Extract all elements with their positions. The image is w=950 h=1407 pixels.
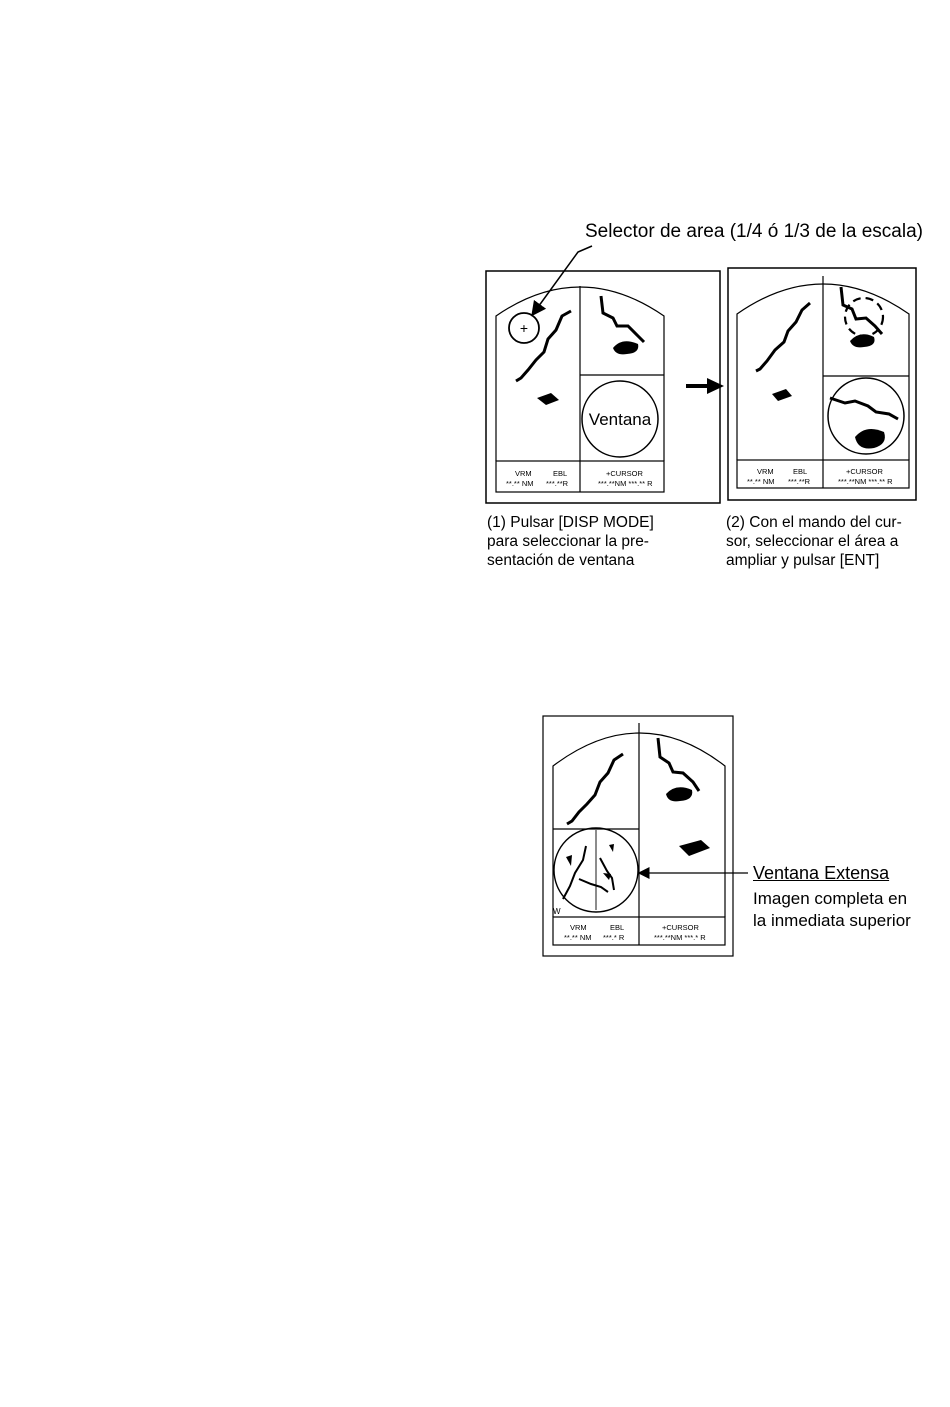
vrm-label: VRM: [515, 469, 532, 478]
vrm-value: **.** NM: [564, 933, 592, 942]
ebl-label: EBL: [793, 467, 808, 476]
wide-window-description: Imagen completa en la inmediata superior: [753, 889, 911, 930]
mini-coastline-echo: [563, 846, 586, 899]
coastline-echo: [601, 296, 644, 342]
cursor-value: ***.**NM ***.** R: [838, 477, 893, 486]
cursor-label: +CURSOR: [846, 467, 883, 476]
window-label: Ventana: [588, 410, 652, 429]
cursor-value: ***.**NM ***.* R: [654, 933, 706, 942]
coastline-echo: [756, 303, 810, 371]
ebl-value: ***.**R: [546, 479, 569, 488]
step-arrow-icon: [686, 378, 724, 394]
mini-target-echo: [609, 844, 614, 852]
wide-window-title: Ventana Extensa: [753, 863, 890, 883]
target-echo: [666, 787, 692, 801]
zoomed-coastline-echo: [830, 398, 898, 419]
radar-panel-1: [486, 271, 720, 503]
ebl-value: ***.**R: [788, 477, 811, 486]
radar-panel-3: [543, 716, 733, 956]
mini-target-echo: [603, 873, 611, 880]
ebl-label: EBL: [610, 923, 625, 932]
mini-coastline-echo: [579, 879, 608, 892]
ebl-label: EBL: [553, 469, 568, 478]
target-echo: [679, 840, 710, 856]
vrm-label: VRM: [757, 467, 774, 476]
selector-callout-arrow: [533, 246, 592, 314]
mini-target-echo: [566, 855, 572, 866]
cursor-label: +CURSOR: [662, 923, 699, 932]
cursor-cross-icon: +: [519, 320, 529, 336]
vrm-value: **.** NM: [506, 479, 534, 488]
step-1-caption: (1) Pulsar [DISP MODE] para seleccionar la pre- sentación de ventana: [487, 514, 654, 569]
vrm-label: VRM: [570, 923, 587, 932]
ebl-value: ***.* R: [603, 933, 625, 942]
target-echo: [772, 389, 792, 401]
cursor-value: ***.**NM ***.** R: [598, 479, 653, 488]
wide-window-corner-label: W: [553, 907, 561, 916]
area-selector-label: Selector de area (1/4 ó 1/3 de la escala): [585, 221, 923, 242]
cursor-label: +CURSOR: [606, 469, 643, 478]
zoomed-target-echo: [855, 429, 885, 449]
step-2-caption: (2) Con el mando del cur- sor, seleccionar el área a ampliar y pulsar [ENT]: [726, 514, 902, 569]
target-echo: [537, 393, 559, 405]
target-echo: [613, 341, 638, 354]
coastline-echo: [567, 754, 623, 824]
vrm-value: **.** NM: [747, 477, 775, 486]
radar-panel-2: [728, 268, 916, 500]
